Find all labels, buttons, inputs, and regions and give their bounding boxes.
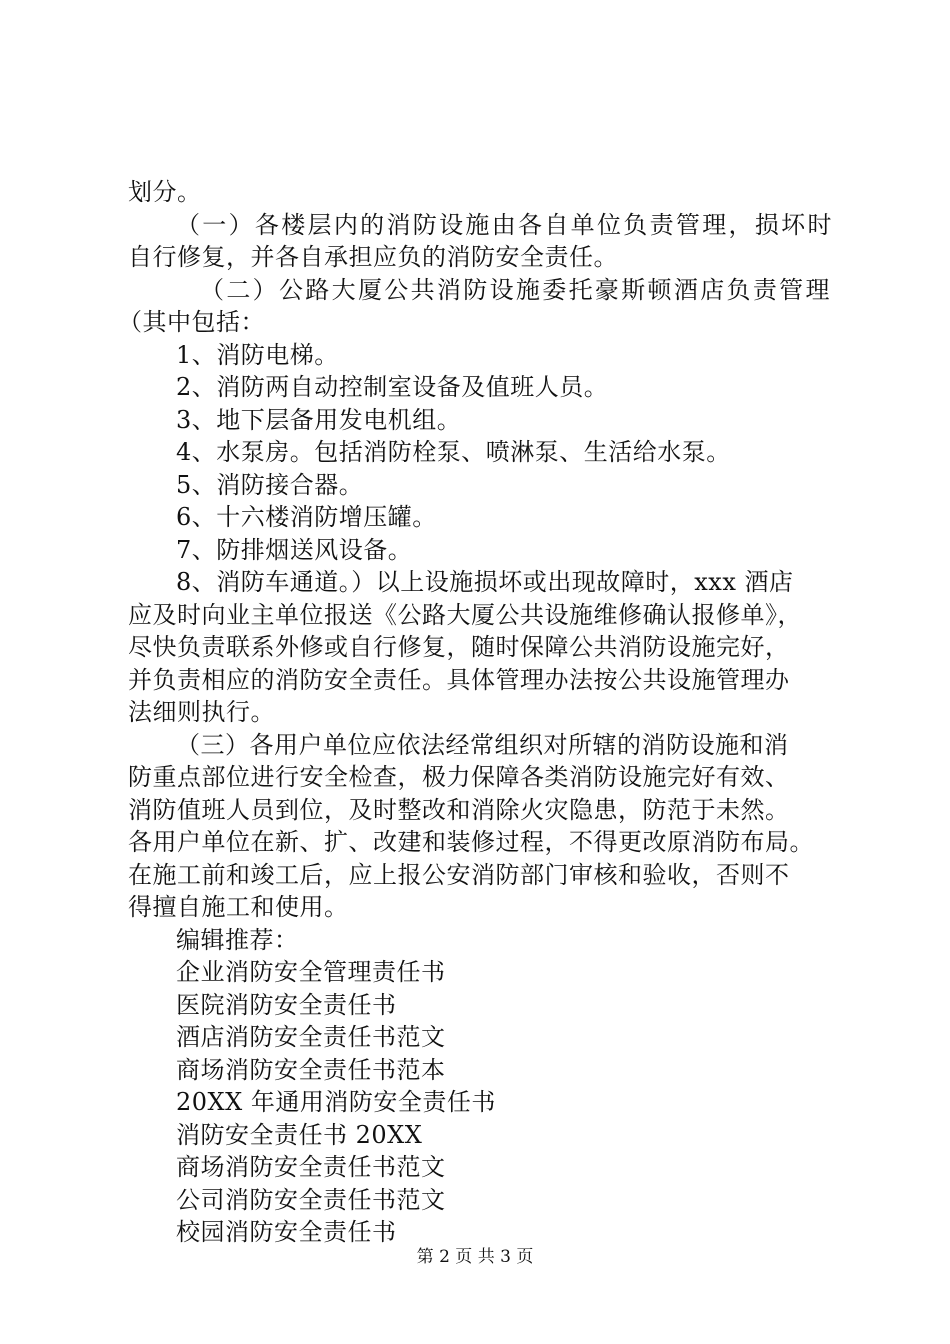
paragraph-line: 尽快负责联系外修或自行修复，随时保障公共消防设施完好， (128, 633, 790, 661)
page-number-footer: 第 2 页 共 3 页 (416, 1247, 534, 1267)
recommend-link[interactable]: 公司消防安全责任书范文 (176, 1185, 446, 1214)
list-item: 6、十六楼消防增压罐。 (176, 503, 437, 531)
document-body (118, 176, 848, 1249)
paragraph-line: 并负责相应的消防安全责任。具体管理办法按公共设施管理办 (128, 665, 790, 694)
paragraph-line: 自行修复，并各自承担应负的消防安全责任。 (128, 243, 618, 271)
list-item: 2、消防两自动控制室设备及值班人员。 (176, 373, 609, 401)
recommend-label: 编辑推荐： (176, 925, 299, 954)
list-item: 4、水泵房。包括消防栓泵、喷淋泵、生活给水泵。 (176, 438, 731, 466)
paragraph-line: 各用户单位在新、扩、改建和装修过程，不得更改原消防布局。 (128, 828, 814, 856)
paragraph-line: 法细则执行。 (128, 698, 275, 726)
recommend-link[interactable]: 商场消防安全责任书范文 (176, 1153, 446, 1181)
recommend-link[interactable]: 企业消防安全管理责任书 (176, 958, 446, 986)
list-item: 5、消防接合器。 (176, 470, 364, 499)
list-item: 3、地下层备用发电机组。 (176, 405, 462, 434)
list-item: 8、消防车通道。）以上设施损坏或出现故障时，xxx 酒店 (176, 568, 794, 596)
paragraph-line: 在施工前和竣工后，应上报公安消防部门审核和验收，否则不 (128, 860, 790, 889)
paragraph-line: （二）公路大厦公共消防设施委托豪斯顿酒店负责管理 (200, 275, 830, 304)
recommend-link[interactable]: 商场消防安全责任书范本 (176, 1055, 446, 1084)
recommend-link[interactable]: 消防安全责任书 20XX (176, 1120, 423, 1149)
paragraph-line: （一）各楼层内的消防设施由各自单位负责管理，损坏时 (176, 210, 832, 239)
recommend-link[interactable]: 酒店消防安全责任书范文 (176, 1023, 446, 1051)
list-item: 1、消防电梯。 (176, 340, 339, 369)
paragraph-line: 应及时向业主单位报送《公路大厦公共设施维修确认报修单》， (128, 600, 802, 629)
paragraph-line: 得擅自施工和使用。 (128, 893, 349, 921)
recommend-link[interactable]: 20XX 年通用消防安全责任书 (176, 1088, 496, 1116)
recommend-link[interactable]: 校园消防安全责任书 (176, 1218, 397, 1246)
recommend-link[interactable]: 医院消防安全责任书 (176, 990, 397, 1019)
list-item: 7、防排烟送风设备。 (176, 535, 413, 564)
paragraph-line: 防重点部位进行安全检查，极力保障各类消防设施完好有效、 (128, 763, 790, 791)
paragraph-line: 消防值班人员到位，及时整改和消除火灾隐患，防范于未然。 (128, 795, 790, 824)
paragraph-line: 划分。 (128, 178, 202, 206)
paragraph-line: （其中包括： (118, 308, 265, 336)
paragraph-line: （三）各用户单位应依法经常组织对所辖的消防设施和消 (176, 730, 789, 759)
